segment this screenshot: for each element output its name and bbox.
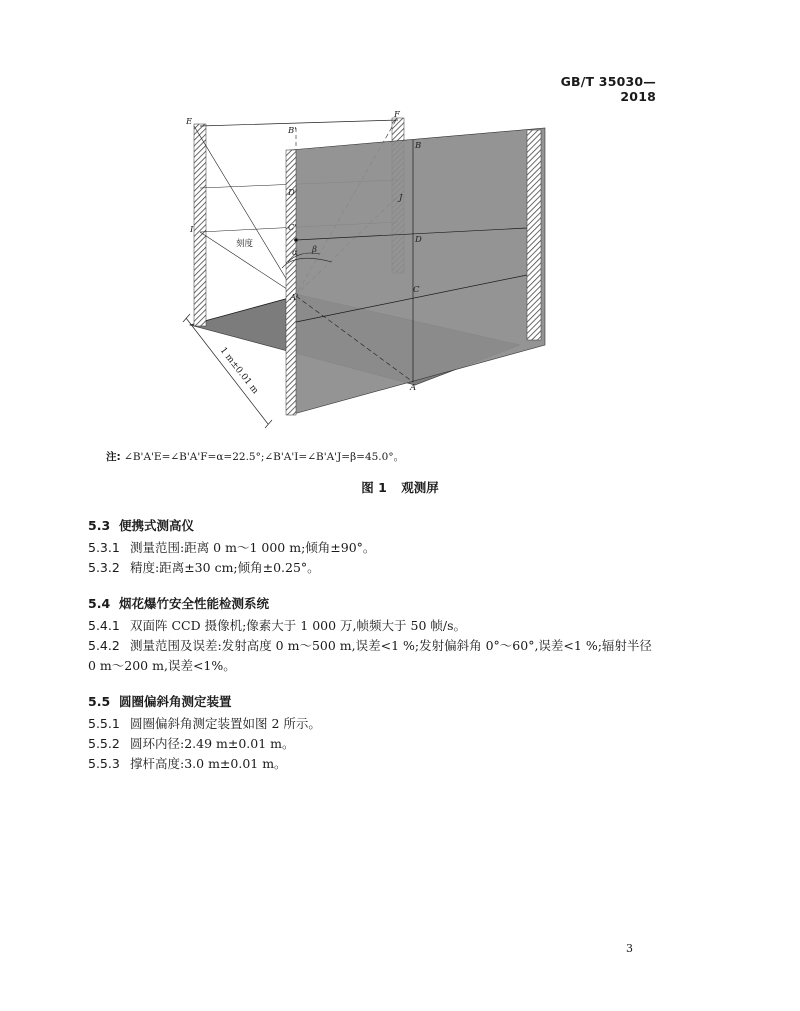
dimension-label: 1 m±0.01 m [217,345,261,397]
clause-5-3-2: 5.3.2 精度:距离±30 cm;倾角±0.25°。 [88,560,320,575]
figure-note [106,449,404,464]
label-beta: β [312,245,317,255]
label-C: C [413,285,420,295]
label-D-prime: D' [288,188,298,198]
label-D: D [415,235,422,245]
clause-5-4-2-continuation: 0 m～200 m,误差<1%。 [88,658,236,673]
label-E: E [186,117,193,127]
label-J: J [399,193,403,203]
label-A-prime: A' [290,293,299,303]
front-right-pillar [527,130,541,340]
scale-label: 刻度 [236,239,254,249]
label-I: I [190,225,194,235]
label-B: B [415,141,422,151]
figure-caption-title: 观测屏 [401,480,439,495]
label-F: F [394,110,400,120]
clause-5-5-2: 5.5.2 圆环内径:2.49 m±0.01 m。 [88,736,295,751]
label-C-prime: C' [288,223,297,233]
observation-screen-figure [170,100,570,440]
clause-5-4-1: 5.4.1 双面阵 CCD 摄像机;像素大于 1 000 万,帧频大于 50 帧/s。 [88,618,466,633]
clause-5-4-2: 5.4.2 测量范围及误差:发射高度 0 m～500 m,误差<1 %;发射偏斜角 0°～60°,误差<1 %;辐射半径 0 m～200 m,误差<1%。 [88,636,652,676]
standard-number: GB/T 35030—2018 [560,74,656,104]
page-number: 3 [626,942,633,955]
figure-caption [0,478,800,496]
label-alpha: α [292,248,298,258]
section-heading-5-5: 5.5 圆圈偏斜角测定装置 [88,694,232,709]
section-heading-5-4: 5.4 烟花爆竹安全性能检测系统 [88,596,270,611]
figure-caption-number: 图 1 [361,480,387,495]
label-A: A [410,383,417,393]
section-heading-5-3: 5.3 便携式测高仪 [88,518,195,533]
clause-5-5-3: 5.5.3 撑杆高度:3.0 m±0.01 m。 [88,756,287,771]
clause-5-5-1: 5.5.1 圆圈偏斜角测定装置如图 2 所示。 [88,716,321,731]
left-back-pillar [194,124,206,326]
figure-note-text: ∠B'A'E=∠B'A'F=α=22.5°;∠B'A'I=∠B'A'J=β=45.0°。 [124,451,405,463]
figure-note-label: 注: [106,451,121,463]
clause-5-3-1: 5.3.1 测量范围:距离 0 m～1 000 m;倾角±90°。 [88,540,376,555]
label-B-prime: B' [288,126,297,136]
observation-screen [290,128,545,415]
